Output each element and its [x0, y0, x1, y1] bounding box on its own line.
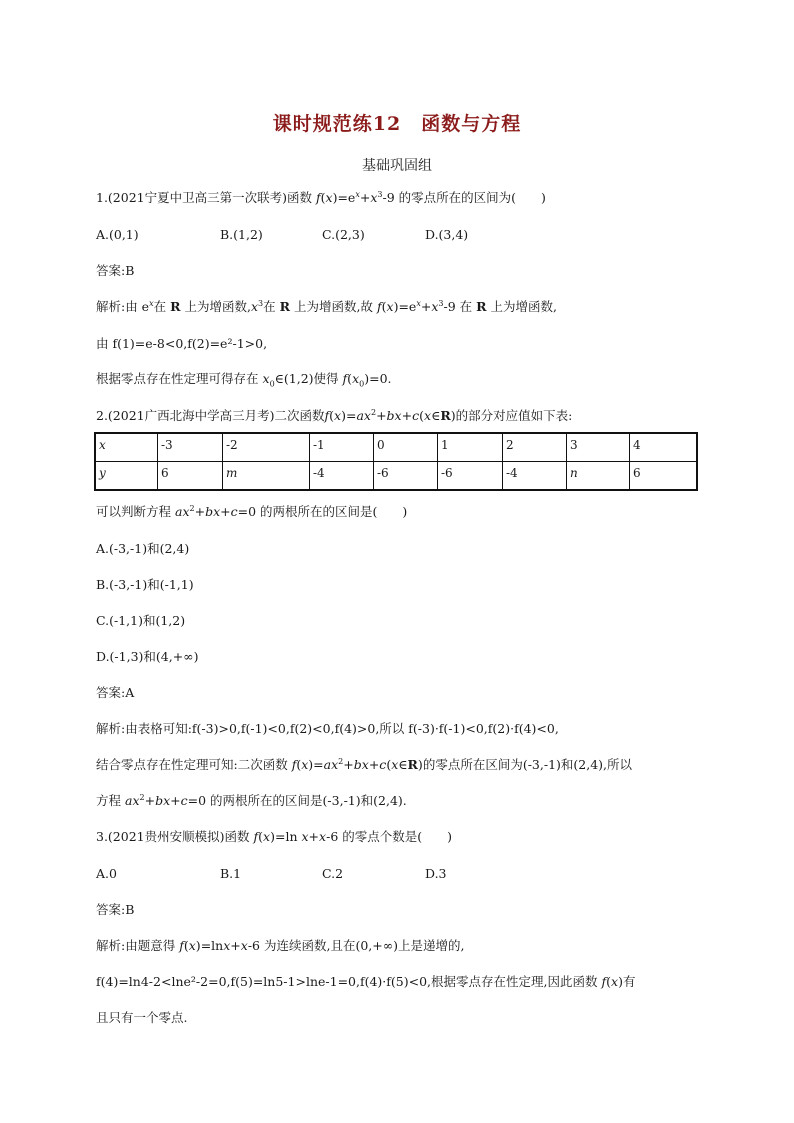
table-cell: -6 [438, 462, 503, 491]
q1-option-d: D.(3,4) [425, 227, 469, 242]
q2-explanation-3: 方程 $ax^2+bx+c=0$ 的两根所在的区间是(-3,-1)和(2,4). [96, 792, 407, 808]
table-cell: 2 [503, 433, 567, 462]
table-cell: -2 [223, 433, 310, 462]
table-cell: -4 [503, 462, 567, 491]
q3-option-c: C.2 [322, 866, 344, 881]
q3-option-b: B.1 [220, 866, 242, 881]
q3-option-a: A.0 [96, 866, 117, 881]
table-cell: m [223, 462, 310, 491]
page-title: 课时规范练12 函数与方程 [272, 113, 522, 135]
section-subtitle: 基础巩固组 [362, 158, 432, 174]
q2-option-a: A.(-3,-1)和(2,4) [96, 541, 190, 556]
table-cell: n [567, 462, 630, 491]
table-cell: 4 [630, 433, 698, 462]
q2-stem: 2.(2021广西北海中学高三月考)二次函数$f(x)=ax^2+bx+c(x\in R)$的部分对应值如下表: [96, 407, 573, 423]
table-cell: -3 [158, 433, 223, 462]
table-cell: -6 [374, 462, 438, 491]
q1-option-a: A.(0,1) [96, 227, 139, 242]
table-cell: 6 [158, 462, 223, 491]
table-cell: y [95, 462, 158, 491]
q2-explanation-2: 结合零点存在性定理可知:二次函数 $f(x)=ax^2+bx+c(x\in R)$的零点所在区间为(-3,-1)和(2,4),所以 [96, 756, 632, 772]
q1-explanation-1: 解析:由 $e^x$在 R 上为增函数$,x^3$在 R 上为增函数,故 $f(x)=e^x+x^3-9$ 在 R 上为增函数, [96, 298, 557, 314]
table-cell: -4 [310, 462, 374, 491]
table-cell: 1 [438, 433, 503, 462]
table-row [95, 462, 697, 491]
q1-stem: 1.(2021宁夏中卫高三第一次联考)函数 $f(x)=e^x+x^3-9$ 的零点所在的区间为( ) [96, 189, 546, 205]
q3-explanation-1: 解析:由题意得 f(x)=lnx+x-6 为连续函数,且在(0,+∞)上是递增的, [96, 938, 465, 953]
q1-option-b: B.(1,2) [220, 227, 263, 242]
table-cell: x [95, 433, 158, 462]
q2-option-d: D.(-1,3)和(4,+∞) [96, 649, 199, 664]
q3-explanation-2: f(4)=ln4-2<lne²-2=0,f(5)=ln5-1>lne-1=0,f(4)·f(5)<0,根据零点存在性定理,因此函数 f(x)有 [96, 974, 636, 989]
q2-answer: 答案:A [96, 685, 135, 700]
table-cell: 6 [630, 462, 698, 491]
table-cell: 0 [374, 433, 438, 462]
q3-stem: 3.(2021贵州安顺模拟)函数 f(x)=ln x+x-6 的零点个数是( ) [96, 829, 452, 844]
q3-explanation-3: 且只有一个零点. [96, 1010, 188, 1025]
table-row [95, 433, 697, 462]
table-cell: -1 [310, 433, 374, 462]
table-cell: 3 [567, 433, 630, 462]
value-table [94, 432, 698, 491]
q3-answer: 答案:B [96, 902, 135, 917]
q2-question: 可以判断方程 $ax^2+bx+c=0$ 的两根所在的区间是( ) [96, 503, 408, 519]
q2-option-c: C.(-1,1)和(1,2) [96, 613, 186, 628]
q1-option-c: C.(2,3) [322, 227, 365, 242]
q1-answer: 答案:B [96, 263, 135, 278]
q3-option-d: D.3 [425, 866, 447, 881]
q2-explanation-1: 解析:由表格可知:f(-3)>0,f(-1)<0,f(2)<0,f(4)>0,所以 f(-3)·f(-1)<0,f(2)·f(4)<0, [96, 721, 559, 736]
q1-explanation-3: 根据零点存在性定理可得存在 $x_0\in(1,2)$使得 $f(x_0)=0$. [96, 371, 392, 389]
q2-option-b: B.(-3,-1)和(-1,1) [96, 577, 194, 592]
q1-explanation-2: 由 f(1)=e-8<0,f(2)=e²-1>0, [96, 336, 268, 351]
